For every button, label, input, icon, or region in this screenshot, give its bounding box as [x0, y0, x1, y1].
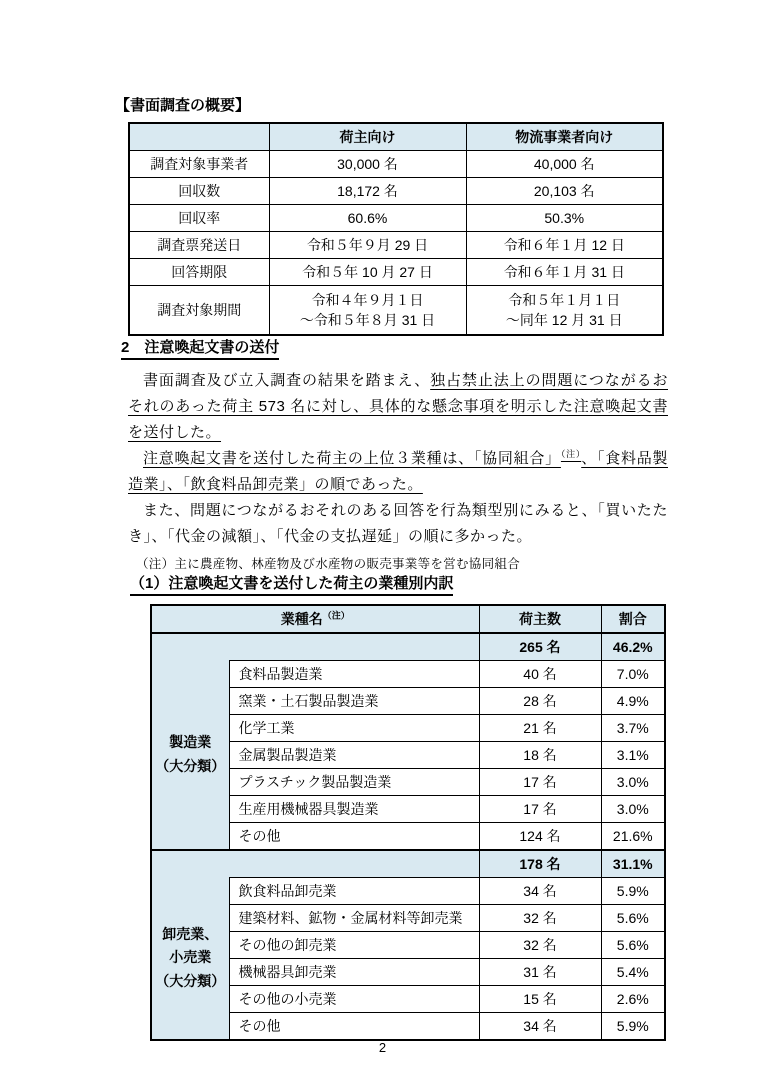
cell-value: 令和５年１月１日 ～同年 12 月 31 日: [466, 286, 663, 336]
table-row: [151, 742, 665, 769]
industry-name-cell: その他: [229, 823, 479, 851]
group-total-count: 178 名: [479, 850, 601, 878]
table-row: [129, 205, 663, 232]
count-cell: 17 名: [479, 796, 601, 823]
table-row: [151, 905, 665, 932]
count-cell: 21 名: [479, 715, 601, 742]
row-label: 調査票発送日: [129, 232, 269, 259]
group-total-row: [151, 850, 665, 878]
table-row: [151, 959, 665, 986]
ratio-cell: 3.0%: [601, 769, 665, 796]
table-row: [151, 715, 665, 742]
section-caution-letters: [115, 336, 668, 572]
col-header-ratio: 割合: [601, 605, 665, 633]
group-label-cell: 製造業 （大分類）: [151, 661, 229, 851]
cell-value: 20,103 名: [466, 178, 663, 205]
section2-heading: 2 注意喚起文書の送付: [121, 336, 279, 360]
row-label: 回収数: [129, 178, 269, 205]
ratio-cell: 3.7%: [601, 715, 665, 742]
cell-value: 60.6%: [269, 205, 466, 232]
cell-value: 令和４年９月１日 ～令和５年８月 31 日: [269, 286, 466, 336]
industry-name-cell: 金属製品製造業: [229, 742, 479, 769]
count-cell: 32 名: [479, 905, 601, 932]
count-cell: 40 名: [479, 661, 601, 688]
count-cell: 31 名: [479, 959, 601, 986]
industry-name-cell: プラスチック製品製造業: [229, 769, 479, 796]
industry-name-cell: その他の小売業: [229, 986, 479, 1013]
survey-overview-title: 【書面調査の概要】: [115, 97, 251, 114]
group-total-ratio: 46.2%: [601, 633, 665, 661]
section-industry-breakdown: [128, 572, 666, 1041]
table-row: [129, 259, 663, 286]
text-segment: また、問題につながるおそれのある回答を行為類型別にみると、「買いたたき」、「代金の減額」、「代金の支払遅延」の順に多かった。: [128, 502, 668, 545]
table-row: [151, 796, 665, 823]
row-label: 回収率: [129, 205, 269, 232]
row-label: 回答期限: [129, 259, 269, 286]
table-row: [151, 688, 665, 715]
table-row: [151, 878, 665, 905]
paragraph: [128, 498, 668, 550]
count-cell: 28 名: [479, 688, 601, 715]
group-label-cell: 卸売業、 小売業 （大分類）: [151, 878, 229, 1041]
cell-value: 令和６年１月 12 日: [466, 232, 663, 259]
cell-value: 50.3%: [466, 205, 663, 232]
table-row: [129, 232, 663, 259]
table-row: [129, 178, 663, 205]
ratio-cell: 5.9%: [601, 1013, 665, 1041]
section-survey-overview: [115, 94, 664, 336]
ratio-cell: 5.9%: [601, 878, 665, 905]
count-cell: 15 名: [479, 986, 601, 1013]
count-cell: 32 名: [479, 932, 601, 959]
col-header-count: 荷主数: [479, 605, 601, 633]
industry-name-cell: 建築材料、鉱物・金属材料等卸売業: [229, 905, 479, 932]
table-row: [151, 986, 665, 1013]
section3-heading: （1）注意喚起文書を送付した荷主の業種別内訳: [130, 572, 453, 596]
industry-name-cell: 飲食料品卸売業: [229, 878, 479, 905]
col-header-industry: [151, 605, 479, 633]
group-total-ratio: 31.1%: [601, 850, 665, 878]
table-row: [151, 769, 665, 796]
ratio-cell: 4.9%: [601, 688, 665, 715]
count-cell: 34 名: [479, 1013, 601, 1041]
cell-value: 令和６年１月 31 日: [466, 259, 663, 286]
text-segment: 書面調査及び立入調査の結果を踏まえ、: [143, 372, 431, 389]
note-ref: （注）: [322, 610, 350, 621]
table-row: [151, 823, 665, 851]
col-header-logistics: 物流事業者向け: [466, 123, 663, 151]
industry-name-cell: 生産用機械器具製造業: [229, 796, 479, 823]
industry-name-cell: 機械器具卸売業: [229, 959, 479, 986]
corner-cell: [129, 123, 269, 151]
ratio-cell: 5.6%: [601, 905, 665, 932]
ratio-cell: 3.1%: [601, 742, 665, 769]
industry-name-cell: その他の卸売業: [229, 932, 479, 959]
group-total-count: 265 名: [479, 633, 601, 661]
survey-overview-table: [128, 122, 664, 336]
ratio-cell: 5.6%: [601, 932, 665, 959]
text-segment: 、「食料品製造業」、「飲食料品卸売業」の順であった。: [128, 450, 668, 493]
count-cell: 18 名: [479, 742, 601, 769]
cell-value: 令和５年 10 月 27 日: [269, 259, 466, 286]
body-paragraphs: [115, 368, 668, 550]
ratio-cell: 5.4%: [601, 959, 665, 986]
group-total-label-cell: [151, 850, 479, 878]
ratio-cell: 21.6%: [601, 823, 665, 851]
paragraph: [128, 446, 668, 498]
table-row: [151, 932, 665, 959]
group-total-row: [151, 633, 665, 661]
cell-value: 令和５年９月 29 日: [269, 232, 466, 259]
text-segment: 独占禁止法上の問題につながるおそれのあった荷主 573 名に対し、具体的な懸念事項を明示した注意喚起文書を送付した。: [128, 372, 668, 441]
industry-name-cell: 食料品製造業: [229, 661, 479, 688]
paragraph: [128, 368, 668, 446]
cell-value: 40,000 名: [466, 151, 663, 178]
footnote: （注）主に農産物、林産物及び水産物の販売事業等を営む協同組合: [136, 557, 521, 571]
industry-name-cell: その他: [229, 1013, 479, 1041]
text-segment: 注意喚起文書を送付した荷主の上位３業種は、「協同組合」: [143, 450, 561, 467]
industry-header-label: 業種名: [280, 610, 323, 627]
col-header-shippers: 荷主向け: [269, 123, 466, 151]
cell-value: 18,172 名: [269, 178, 466, 205]
row-label: 調査対象期間: [129, 286, 269, 336]
count-cell: 17 名: [479, 769, 601, 796]
table-row: [129, 286, 663, 336]
group-total-label-cell: [151, 633, 479, 661]
count-cell: 34 名: [479, 878, 601, 905]
ratio-cell: 3.0%: [601, 796, 665, 823]
table-row: [151, 661, 665, 688]
table-row: [129, 151, 663, 178]
cell-value: 30,000 名: [269, 151, 466, 178]
page-number: 2: [378, 1040, 387, 1055]
row-label: 調査対象事業者: [129, 151, 269, 178]
count-cell: 124 名: [479, 823, 601, 851]
industry-name-cell: 窯業・土石製品製造業: [229, 688, 479, 715]
ratio-cell: 2.6%: [601, 986, 665, 1013]
industry-name-cell: 化学工業: [229, 715, 479, 742]
table-header-row: [151, 605, 665, 633]
note-ref: （注）: [560, 449, 582, 459]
industry-breakdown-table: [150, 604, 666, 1041]
table-header-row: [129, 123, 663, 151]
ratio-cell: 7.0%: [601, 661, 665, 688]
table-row: [151, 1013, 665, 1041]
